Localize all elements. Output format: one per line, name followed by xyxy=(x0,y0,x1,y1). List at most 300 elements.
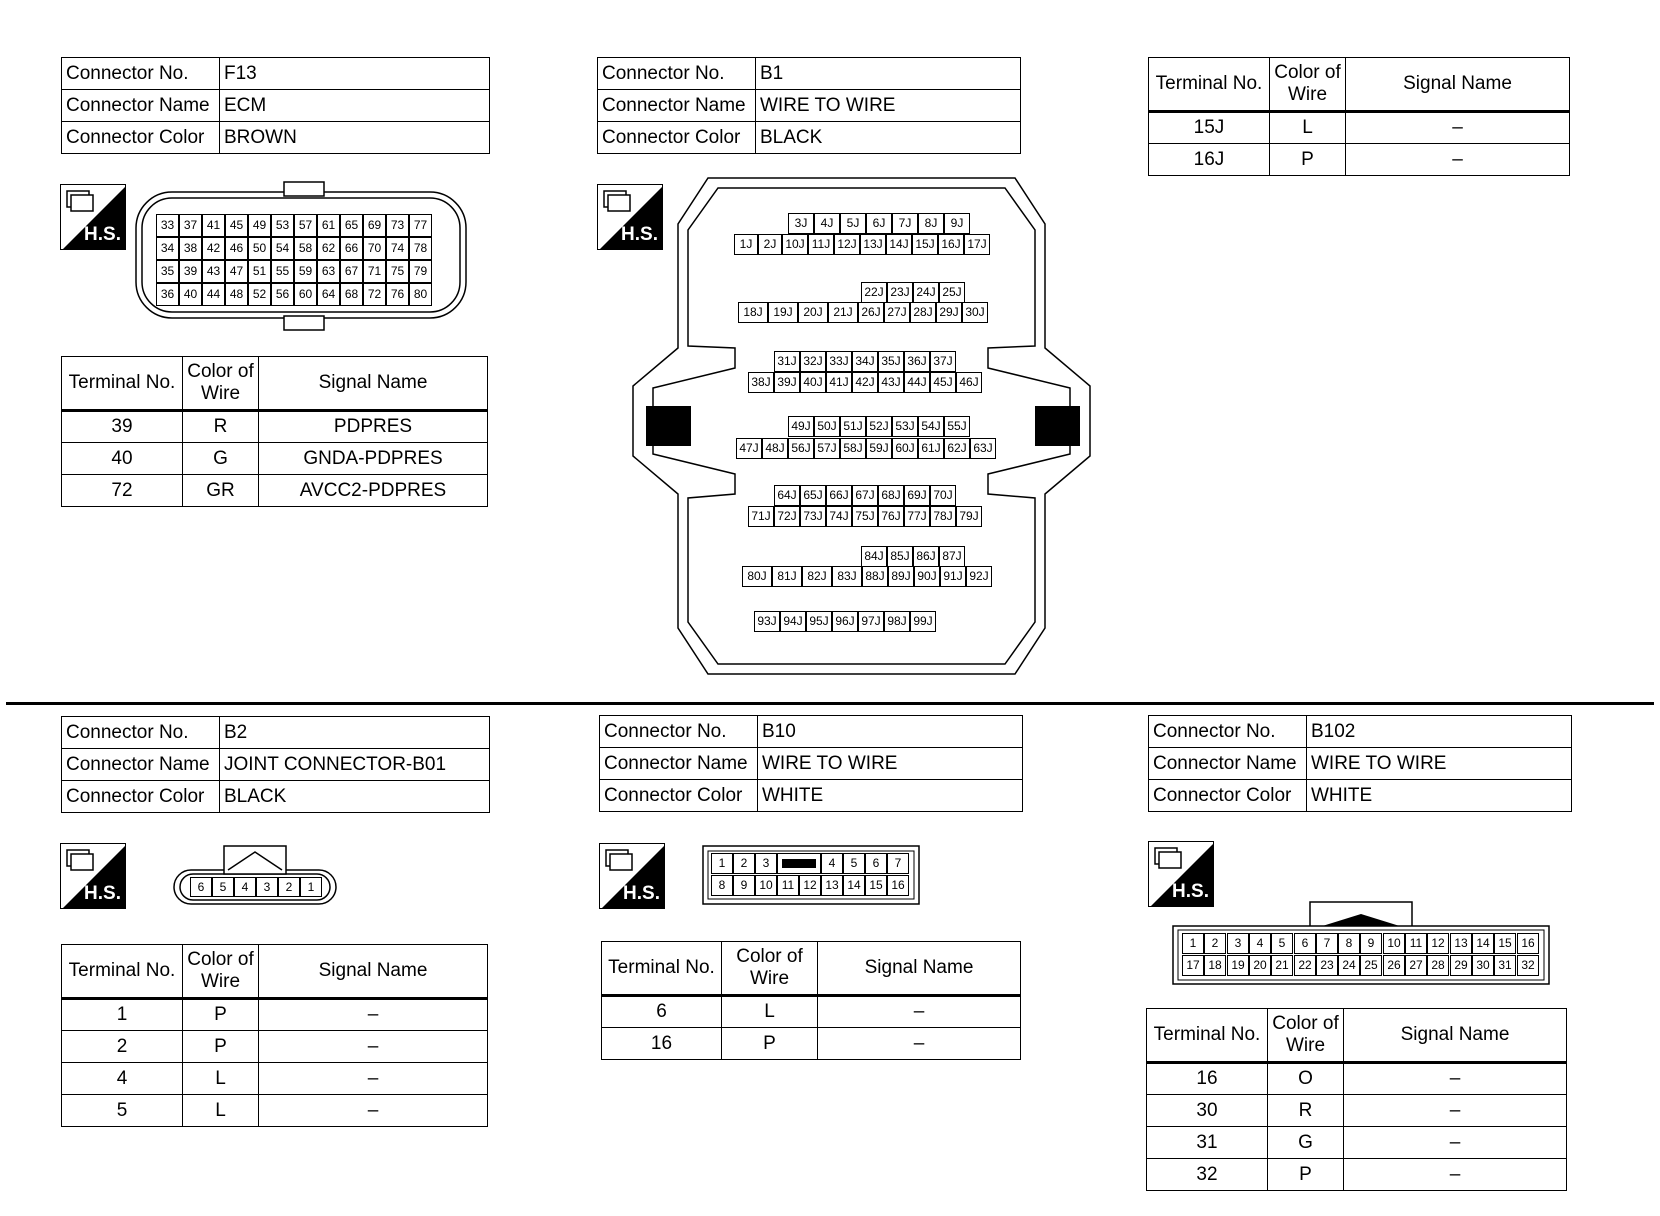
pin-cell: 91J xyxy=(940,566,966,587)
pin-cell: 33 xyxy=(156,214,179,237)
pin-cell: 72 xyxy=(363,283,386,306)
pin-cell: 10J xyxy=(782,234,808,255)
pin-cell: 92J xyxy=(966,566,992,587)
connector-face-b10 xyxy=(702,845,920,905)
pin-cell: 46 xyxy=(225,237,248,260)
pin-cell: 44 xyxy=(202,283,225,306)
connector-info-table-b10 xyxy=(599,715,1023,812)
connector-color-label: Connector Color xyxy=(600,780,758,812)
pin-cell: 2 xyxy=(278,877,300,897)
pin-cell: 31J xyxy=(774,351,800,372)
pin-cell: 7 xyxy=(1316,933,1338,954)
pin-cell: 72J xyxy=(774,506,800,527)
pin-cell: 68 xyxy=(340,283,363,306)
signal-name-cell: GNDA-PDPRES xyxy=(259,443,488,475)
pin-cell: 65 xyxy=(340,214,363,237)
pin-cell: 38J xyxy=(748,372,774,393)
table-row xyxy=(62,411,488,443)
pin-cell: 37J xyxy=(930,351,956,372)
terminal-table-b102 xyxy=(1146,1008,1567,1191)
color-of-wire-header: Color of Wire xyxy=(1268,1009,1344,1063)
pin-cell: 15 xyxy=(1494,933,1516,954)
pin-cell: 78 xyxy=(409,237,432,260)
pin-cell: 19 xyxy=(1227,955,1249,976)
wire-color-cell: L xyxy=(722,996,818,1028)
terminal-no-header: Terminal No. xyxy=(1147,1009,1268,1063)
pin-cell: 51J xyxy=(840,416,866,437)
pin-cell: 64J xyxy=(774,485,800,506)
pin-cell: 29 xyxy=(1450,955,1472,976)
pin-cell: 87J xyxy=(939,546,965,567)
wire-color-cell: R xyxy=(1268,1095,1344,1127)
pin-cell: 98J xyxy=(884,611,910,632)
connector-color-value: BROWN xyxy=(220,122,490,154)
pin-cell: 76J xyxy=(878,506,904,527)
connector-color-label: Connector Color xyxy=(1149,780,1307,812)
terminal-no-header: Terminal No. xyxy=(62,357,183,411)
pin-cell: 43 xyxy=(202,260,225,283)
pin-cell: 66J xyxy=(826,485,852,506)
pin-cell: 93J xyxy=(754,611,780,632)
pin-cell: 14J xyxy=(886,234,912,255)
hs-label: H.S. xyxy=(84,883,121,904)
pin-cell: 3 xyxy=(755,853,777,874)
pin-cell: 8J xyxy=(918,213,944,234)
pin-cell: 48J xyxy=(762,438,788,459)
pin-cell: 83J xyxy=(832,566,862,587)
pin-cell: 37 xyxy=(179,214,202,237)
connector-name-label: Connector Name xyxy=(1149,748,1307,780)
harness-side-icon xyxy=(60,843,126,909)
wire-color-cell: L xyxy=(183,1063,259,1095)
signal-name-header: Signal Name xyxy=(259,945,488,999)
pin-cell: 52J xyxy=(866,416,892,437)
pin-cell: 45 xyxy=(225,214,248,237)
pin-cell: 4 xyxy=(1249,933,1271,954)
terminal-no-cell: 6 xyxy=(602,996,722,1028)
wire-color-cell: O xyxy=(1268,1063,1344,1095)
pin-cell: 9J xyxy=(944,213,970,234)
terminal-table-b1 xyxy=(1148,57,1570,176)
connector-color-value: WHITE xyxy=(1307,780,1572,812)
terminal-no-cell: 16 xyxy=(1147,1063,1268,1095)
pin-cell: 1 xyxy=(1182,933,1204,954)
terminal-no-cell: 72 xyxy=(62,475,183,507)
pin-cell: 5J xyxy=(840,213,866,234)
signal-name-cell: – xyxy=(1346,144,1570,176)
harness-side-icon xyxy=(60,184,126,250)
pin-cell: 69J xyxy=(904,485,930,506)
terminal-no-header: Terminal No. xyxy=(62,945,183,999)
pin-cell: 16J xyxy=(938,234,964,255)
connector-no-value: B2 xyxy=(220,717,490,749)
connector-no-label: Connector No. xyxy=(1149,716,1307,748)
pin-cell: 25 xyxy=(1360,955,1382,976)
connector-no-label: Connector No. xyxy=(62,717,220,749)
table-row xyxy=(62,443,488,475)
wire-color-cell: P xyxy=(1270,144,1346,176)
pin-cell: 86J xyxy=(913,546,939,567)
connector-no-label: Connector No. xyxy=(600,716,758,748)
pin-cell: 13J xyxy=(860,234,886,255)
pin-cell: 66 xyxy=(340,237,363,260)
connector-no-value: B102 xyxy=(1307,716,1572,748)
pin-cell: 23J xyxy=(887,282,913,303)
pin-cell: 59J xyxy=(866,438,892,459)
terminal-no-cell: 39 xyxy=(62,411,183,443)
pin-cell: 49J xyxy=(788,416,814,437)
pin-cell: 13 xyxy=(1450,933,1472,954)
pin-cell: 73J xyxy=(800,506,826,527)
table-row xyxy=(602,1028,1021,1060)
pin-cell: 2 xyxy=(1204,933,1226,954)
pin-cell: 1J xyxy=(734,234,758,255)
table-row xyxy=(1147,1095,1567,1127)
signal-name-header: Signal Name xyxy=(259,357,488,411)
connector-face-b102 xyxy=(1172,900,1552,985)
pin-cell: 80 xyxy=(409,283,432,306)
pin-cell: 85J xyxy=(887,546,913,567)
signal-name-cell: – xyxy=(1346,112,1570,144)
terminal-table-b2 xyxy=(61,944,488,1127)
connector-color-label: Connector Color xyxy=(598,122,756,154)
pin-cell: 25J xyxy=(939,282,965,303)
terminal-no-header: Terminal No. xyxy=(602,942,722,996)
pin-cell: 3 xyxy=(1227,933,1249,954)
pin-cell: 7J xyxy=(892,213,918,234)
pin-cell: 53 xyxy=(271,214,294,237)
connector-no-value: B10 xyxy=(758,716,1023,748)
wire-color-cell: G xyxy=(1268,1127,1344,1159)
table-row xyxy=(62,475,488,507)
pin-cell: 4J xyxy=(814,213,840,234)
terminal-no-cell: 16 xyxy=(602,1028,722,1060)
section-divider xyxy=(6,702,1654,705)
wire-color-cell: G xyxy=(183,443,259,475)
pin-cell: 79J xyxy=(956,506,982,527)
pin-cell: 60J xyxy=(892,438,918,459)
pin-cell: 80J xyxy=(742,566,772,587)
pin-cell: 4 xyxy=(234,877,256,897)
pin-cell: 13 xyxy=(821,875,843,896)
pin-cell: 34 xyxy=(156,237,179,260)
pin-cell: 7 xyxy=(887,853,909,874)
pin-cell: 75 xyxy=(386,260,409,283)
terminal-no-cell: 5 xyxy=(62,1095,183,1127)
pin-cell: 61J xyxy=(918,438,944,459)
connector-name-value: ECM xyxy=(220,90,490,122)
pin-cell: 49 xyxy=(248,214,271,237)
pin-cell: 54 xyxy=(271,237,294,260)
connector-info-table-b1 xyxy=(597,57,1021,154)
connector-name-label: Connector Name xyxy=(600,748,758,780)
pin-cell: 90J xyxy=(914,566,940,587)
table-row xyxy=(62,1095,488,1127)
pin-cell: 14 xyxy=(843,875,865,896)
table-row xyxy=(1149,144,1570,176)
pin-cell: 11 xyxy=(1405,933,1427,954)
wire-color-cell: L xyxy=(183,1095,259,1127)
pin-cell: 76 xyxy=(386,283,409,306)
connector-color-label: Connector Color xyxy=(62,781,220,813)
connector-face-f13 xyxy=(134,180,468,333)
terminal-no-cell: 4 xyxy=(62,1063,183,1095)
pin-cell: 1 xyxy=(300,877,322,897)
pin-cell: 9 xyxy=(1360,933,1382,954)
pin-cell: 17J xyxy=(964,234,990,255)
pin-cell: 45J xyxy=(930,372,956,393)
pin-cell: 31 xyxy=(1494,955,1516,976)
pin-cell: 40 xyxy=(179,283,202,306)
pin-cell: 42 xyxy=(202,237,225,260)
terminal-no-cell: 2 xyxy=(62,1031,183,1063)
pin-cell: 88J xyxy=(862,566,888,587)
connector-name-label: Connector Name xyxy=(62,90,220,122)
signal-name-cell: PDPRES xyxy=(259,411,488,443)
wire-color-cell: P xyxy=(1268,1159,1344,1191)
pin-cell: 62 xyxy=(317,237,340,260)
pin-cell: 23 xyxy=(1316,955,1338,976)
pin-cell: 32J xyxy=(800,351,826,372)
hs-label: H.S. xyxy=(1172,881,1209,902)
pin-cell: 38 xyxy=(179,237,202,260)
table-row xyxy=(62,999,488,1031)
pin-cell: 10 xyxy=(1383,933,1405,954)
pin-cell: 77 xyxy=(409,214,432,237)
pin-cell: 15 xyxy=(865,875,887,896)
key-block xyxy=(782,859,816,868)
color-of-wire-header: Color of Wire xyxy=(1270,58,1346,112)
pin-cell: 35J xyxy=(878,351,904,372)
pin-cell: 73 xyxy=(386,214,409,237)
pin-cell: 94J xyxy=(780,611,806,632)
pin-cell: 15J xyxy=(912,234,938,255)
signal-name-cell: – xyxy=(259,999,488,1031)
pin-cell: 62J xyxy=(944,438,970,459)
pin-cell: 33J xyxy=(826,351,852,372)
connector-info-table-b102 xyxy=(1148,715,1572,812)
connector-name-label: Connector Name xyxy=(62,749,220,781)
wire-color-cell: L xyxy=(1270,112,1346,144)
signal-name-cell: – xyxy=(1344,1159,1567,1191)
signal-name-header: Signal Name xyxy=(1344,1009,1567,1063)
pin-cell: 47 xyxy=(225,260,248,283)
pin-cell: 6 xyxy=(1294,933,1316,954)
pin-cell: 11J xyxy=(808,234,834,255)
hs-label: H.S. xyxy=(621,224,658,245)
connector-color-value: BLACK xyxy=(220,781,490,813)
signal-name-cell: – xyxy=(1344,1095,1567,1127)
wire-color-cell: R xyxy=(183,411,259,443)
pin-cell: 65J xyxy=(800,485,826,506)
pin-cell: 2 xyxy=(733,853,755,874)
signal-name-cell: – xyxy=(259,1031,488,1063)
pin-cell: 22J xyxy=(861,282,887,303)
signal-name-cell: AVCC2-PDPRES xyxy=(259,475,488,507)
pin-cell: 51 xyxy=(248,260,271,283)
terminal-no-header: Terminal No. xyxy=(1149,58,1270,112)
connector-no-value: F13 xyxy=(220,58,490,90)
pin-cell: 3J xyxy=(788,213,814,234)
table-row xyxy=(62,1031,488,1063)
pin-cell: 32 xyxy=(1517,955,1539,976)
table-row xyxy=(1147,1127,1567,1159)
connector-name-value: JOINT CONNECTOR-B01 xyxy=(220,749,490,781)
pin-cell: 57 xyxy=(294,214,317,237)
terminal-no-cell: 32 xyxy=(1147,1159,1268,1191)
pin-cell: 82J xyxy=(802,566,832,587)
pin-cell: 6 xyxy=(190,877,212,897)
wire-color-cell: GR xyxy=(183,475,259,507)
pin-cell: 14 xyxy=(1472,933,1494,954)
pin-cell: 70J xyxy=(930,485,956,506)
pin-cell: 50 xyxy=(248,237,271,260)
pin-cell: 53J xyxy=(892,416,918,437)
pin-cell: 16 xyxy=(887,875,909,896)
pin-cell: 77J xyxy=(904,506,930,527)
signal-name-cell: – xyxy=(1344,1063,1567,1095)
pin-cell: 71 xyxy=(363,260,386,283)
pin-cell: 56J xyxy=(788,438,814,459)
wire-color-cell: P xyxy=(722,1028,818,1060)
pin-cell: 48 xyxy=(225,283,248,306)
signal-name-header: Signal Name xyxy=(818,942,1021,996)
hs-label: H.S. xyxy=(84,224,121,245)
pin-cell: 78J xyxy=(930,506,956,527)
pin-cell: 28J xyxy=(910,302,936,323)
terminal-table-b10 xyxy=(601,941,1021,1060)
pin-cell: 36J xyxy=(904,351,930,372)
wire-color-cell: P xyxy=(183,999,259,1031)
pin-cell: 26 xyxy=(1383,955,1405,976)
connector-no-value: B1 xyxy=(756,58,1021,90)
pin-cell: 42J xyxy=(852,372,878,393)
pin-cell: 19J xyxy=(768,302,798,323)
pin-cell: 68J xyxy=(878,485,904,506)
wire-color-cell: P xyxy=(183,1031,259,1063)
pin-cell: 27J xyxy=(884,302,910,323)
pin-cell: 74 xyxy=(386,237,409,260)
signal-name-header: Signal Name xyxy=(1346,58,1570,112)
pin-cell: 57J xyxy=(814,438,840,459)
table-row xyxy=(602,996,1021,1028)
pin-cell: 28 xyxy=(1427,955,1449,976)
pin-cell: 22 xyxy=(1294,955,1316,976)
pin-cell: 97J xyxy=(858,611,884,632)
pin-cell: 30J xyxy=(962,302,988,323)
pin-cell: 52 xyxy=(248,283,271,306)
terminal-no-cell: 30 xyxy=(1147,1095,1268,1127)
pin-cell: 20 xyxy=(1249,955,1271,976)
pin-cell: 5 xyxy=(212,877,234,897)
pin-cell: 95J xyxy=(806,611,832,632)
connector-name-value: WIRE TO WIRE xyxy=(758,748,1023,780)
connector-face-b2 xyxy=(172,842,338,906)
terminal-table-f13 xyxy=(61,356,488,507)
pin-cell: 26J xyxy=(858,302,884,323)
pin-cell: 21J xyxy=(828,302,858,323)
connector-name-label: Connector Name xyxy=(598,90,756,122)
connector-info-table-b2 xyxy=(61,716,490,813)
pin-cell: 12 xyxy=(799,875,821,896)
pin-cell: 18 xyxy=(1204,955,1226,976)
table-row xyxy=(1147,1063,1567,1095)
pin-cell: 63J xyxy=(970,438,996,459)
harness-side-icon xyxy=(599,843,665,909)
connector-name-value: WIRE TO WIRE xyxy=(756,90,1021,122)
pin-cell: 64 xyxy=(317,283,340,306)
pin-cell: 1 xyxy=(711,853,733,874)
pin-cell: 46J xyxy=(956,372,982,393)
color-of-wire-header: Color of Wire xyxy=(722,942,818,996)
pin-cell: 99J xyxy=(910,611,936,632)
harness-side-icon xyxy=(1148,841,1214,907)
connector-color-label: Connector Color xyxy=(62,122,220,154)
terminal-no-cell: 16J xyxy=(1149,144,1270,176)
pin-cell xyxy=(777,853,821,874)
pin-cell: 74J xyxy=(826,506,852,527)
pin-cell: 67 xyxy=(340,260,363,283)
pin-cell: 60 xyxy=(294,283,317,306)
signal-name-cell: – xyxy=(818,996,1021,1028)
connector-info-table-f13 xyxy=(61,57,490,154)
color-of-wire-header: Color of Wire xyxy=(183,945,259,999)
pin-cell: 71J xyxy=(748,506,774,527)
pin-cell: 5 xyxy=(1271,933,1293,954)
connector-name-value: WIRE TO WIRE xyxy=(1307,748,1572,780)
pin-cell: 12 xyxy=(1427,933,1449,954)
signal-name-cell: – xyxy=(818,1028,1021,1060)
table-row xyxy=(1149,112,1570,144)
pin-cell: 24 xyxy=(1338,955,1360,976)
pin-cell: 69 xyxy=(363,214,386,237)
pin-cell: 4 xyxy=(821,853,843,874)
pin-cell: 84J xyxy=(861,546,887,567)
connector-face-b1 xyxy=(630,176,1095,676)
hs-label: H.S. xyxy=(623,883,660,904)
pin-cell: 2J xyxy=(758,234,782,255)
pin-cell: 79 xyxy=(409,260,432,283)
pin-cell: 8 xyxy=(1338,933,1360,954)
pin-cell: 8 xyxy=(711,875,733,896)
pin-cell: 55 xyxy=(271,260,294,283)
pin-cell: 34J xyxy=(852,351,878,372)
pin-cell: 9 xyxy=(733,875,755,896)
pin-cell: 12J xyxy=(834,234,860,255)
pin-cell: 96J xyxy=(832,611,858,632)
pin-cell: 70 xyxy=(363,237,386,260)
pin-cell: 39J xyxy=(774,372,800,393)
pin-cell: 35 xyxy=(156,260,179,283)
pin-cell: 36 xyxy=(156,283,179,306)
signal-name-cell: – xyxy=(259,1095,488,1127)
pin-cell: 40J xyxy=(800,372,826,393)
color-of-wire-header: Color of Wire xyxy=(183,357,259,411)
pin-cell: 81J xyxy=(772,566,802,587)
pin-cell: 27 xyxy=(1405,955,1427,976)
pin-cell: 5 xyxy=(843,853,865,874)
pin-cell: 11 xyxy=(777,875,799,896)
pin-cell: 58 xyxy=(294,237,317,260)
pin-cell: 67J xyxy=(852,485,878,506)
connector-no-label: Connector No. xyxy=(598,58,756,90)
pin-cell: 47J xyxy=(736,438,762,459)
pin-cell: 16 xyxy=(1517,933,1539,954)
pin-cell: 17 xyxy=(1182,955,1204,976)
pin-cell: 39 xyxy=(179,260,202,283)
pin-cell: 20J xyxy=(798,302,828,323)
pin-cell: 59 xyxy=(294,260,317,283)
